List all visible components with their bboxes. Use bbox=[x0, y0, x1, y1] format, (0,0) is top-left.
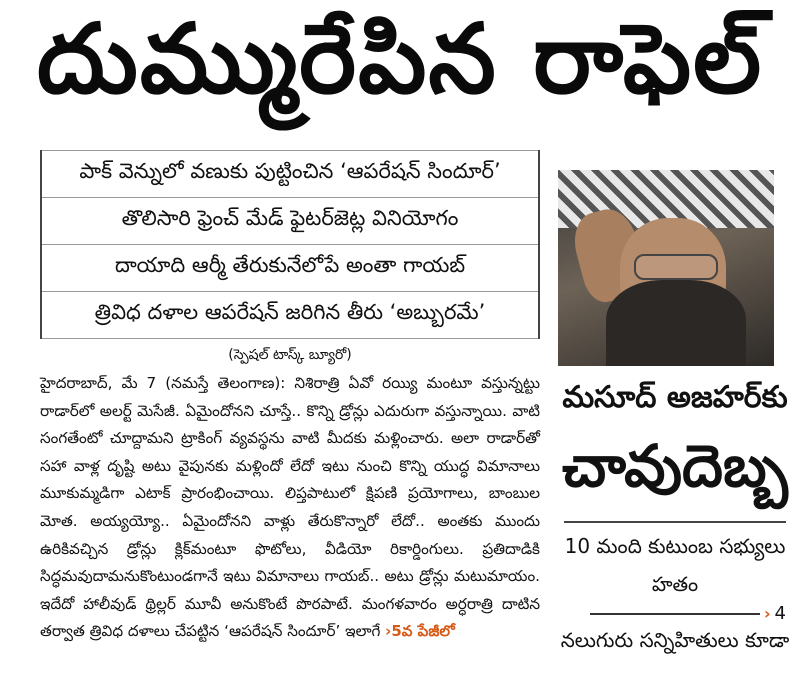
subhead: దాయాది ఆర్మీ తేరుకునేలోపే అంతా గాయబ్ bbox=[42, 245, 538, 292]
chevron-right-icon: › bbox=[385, 622, 392, 641]
sidebar-headline: చావుదెబ్బ bbox=[561, 432, 789, 500]
sidebar-article bbox=[550, 170, 800, 656]
page-reference-number: 4 bbox=[774, 603, 786, 624]
divider bbox=[564, 521, 786, 523]
subhead: పాక్ వెన్నులో వణుకు పుట్టించిన ‘ఆపరేషన్ సిందూర్’ bbox=[42, 150, 538, 198]
subhead: త్రివిధ దళాల ఆపరేషన్ జరిగిన తీరు ‘అబ్బురమే’ bbox=[42, 292, 538, 339]
continued-on-page-link[interactable] bbox=[385, 622, 455, 640]
chevron-right-icon: › bbox=[763, 604, 771, 623]
main-article bbox=[40, 150, 540, 646]
sidebar-name: మసూద్ అజహర్‌కు bbox=[562, 380, 788, 415]
headline: దుమ్మురేపిన రాఫెల్ bbox=[36, 3, 764, 115]
page-reference[interactable] bbox=[590, 603, 786, 624]
masood-azhar-photo bbox=[558, 170, 774, 366]
continued-on-page-label: 5వ పేజీలో bbox=[391, 622, 455, 641]
sidebar-family-killed: 10 మంది కుటుంబ సభ్యులు హతం bbox=[564, 534, 786, 596]
divider bbox=[590, 613, 760, 615]
subheads-box bbox=[40, 150, 540, 339]
article-body bbox=[40, 370, 540, 646]
article-body-text: హైదరాబాద్, మే 7 (నమస్తే తెలంగాణ): నిశిరాత్రి ఏవో రయ్యి మంటూ వస్తున్నట్టు రాడార్‌లో అలర్ట్ మెసేజీ. ఏమైందోనని చూస్తే.. కొన్ని డ్రోన్లు ఎదురుగా వస్తున్నాయి. వాటి సంగతేంటో చూద్దామని ట్రాకింగ్ వ్యవస్థను వాటి మీదకు మళ్లించారు. అలా రాడార్‌తో సహా వాళ్ల దృష్టి అటు వైపునకు మళ్లిందో లేదో ఇటు నుంచి కొన్ని యుద్ధ విమానాలు మూకుమ్మడిగా ఎటాక్ ప్రారంభించాయి. లిప్తపాటులో క్షిపణి ప్రయోగాలు, బాంబుల మోత. అయ్యయ్యో.. ఏమైందోనని వాళ్లు తేరుకొన్నారో లేదో.. అంతకు ముందు ఉరికివచ్చిన డ్రోన్లు క్లిక్‌మంటూ ఫొటోలు, వీడియో రికార్డింగులు. ప్రతిదాడికి సిద్ధమవుదామనుకొంటుండగానే ఇటు విమానాలు గాయబ్.. అటు డ్రోన్లు మటుమాయం. ఇదేదో హాలీవుడ్ థ్రిల్లర్ మూవీ అనుకొంటే పొరపాటే. మంగళవారం అర్ధరాత్రి దాటిన తర్వాత త్రివిధ దళాలు చేపట్టిన ‘ఆపరేషన్ సిందూర్’ ఇలాగే bbox=[40, 374, 540, 641]
subhead: తొలిసారి ఫ్రెంచ్ మేడ్ ఫైటర్‌జెట్ల వినియోగం bbox=[42, 198, 538, 245]
sidebar-relatives: నలుగురు సన్నిహితులు కూడా bbox=[560, 628, 790, 652]
byline: (స్పెషల్ టాస్క్ బ్యూరో) bbox=[228, 347, 352, 363]
